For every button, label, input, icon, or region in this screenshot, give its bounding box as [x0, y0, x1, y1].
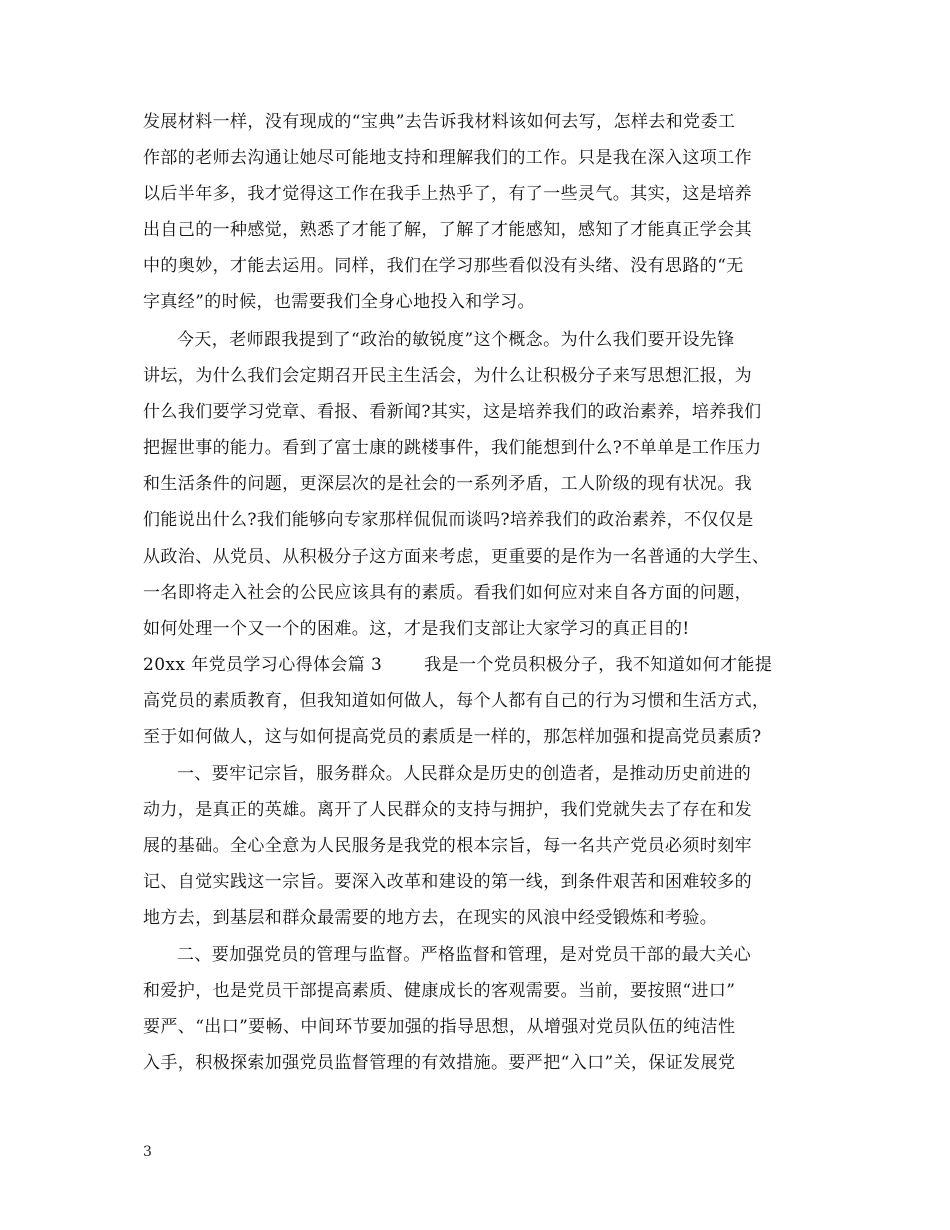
body-text-line: 如何处理一个又一个的困难。这，才是我们支部让大家学习的真正目的!: [143, 619, 690, 639]
body-text-line: 出自己的一种感觉，熟悉了才能了解，了解了才能感知，感知了才能真正学会其: [143, 220, 752, 240]
body-text-line: 和爱护，也是党员干部提高素质、健康成长的客观需要。当前，要按照“进口”: [143, 981, 736, 1001]
body-text-line: 要严、“出口”要畅、中间环节要加强的指导思想，从增强对党员队伍的纯洁性: [143, 1017, 736, 1037]
page-number: 3: [143, 1144, 152, 1160]
body-text-line: 中的奥妙，才能去运用。同样，我们在学习那些看似没有头绪、没有思路的“无: [143, 256, 744, 276]
paragraph-first-line: 今天，老师跟我提到了“政治的敏锐度”这个概念。为什么我们要开设先锋: [177, 330, 735, 350]
body-text-line: 讲坛，为什么我们会定期召开民主生活会，为什么让积极分子来写思想汇报，为: [143, 366, 752, 386]
body-text-line: 地方去，到基层和群众最需要的地方去，在现实的风浪中经受锻炼和考验。: [143, 908, 718, 928]
paragraph-first-line: 二、要加强党员的管理与监督。严格监督和管理，是对党员干部的最大关心: [177, 945, 752, 965]
body-text-inline: 我是一个党员积极分子，我不知道如何才能提: [424, 655, 773, 675]
body-text-line: 什么我们要学习党章、看报、看新闻?其实，这是培养我们的政治素养，培养我们: [143, 402, 762, 422]
body-text-line: 发展材料一样，没有现成的“宝典”去告诉我材料该如何去写，怎样去和党委工: [143, 112, 736, 132]
body-text-line: 们能说出什么?我们能够向专家那样侃侃而谈吗?培养我们的政治素养，不仅仅是: [143, 510, 754, 530]
body-text-line: 记、自觉实践这一宗旨。要深入改革和建设的第一线，到条件艰苦和困难较多的: [143, 872, 752, 892]
body-text-line: 展的基础。全心全意为人民服务是我党的根本宗旨，每一名共产党员必须时刻牢: [143, 836, 752, 856]
body-text-line: 高党员的素质教育，但我知道如何做人，每个人都有自己的行为习惯和生活方式，: [143, 691, 770, 711]
body-text-line: 和生活条件的问题，更深层次的是社会的一系列矛盾，工人阶级的现有状况。我: [143, 474, 752, 494]
section-heading-line: [143, 653, 772, 677]
paragraph-first-line: 一、要牢记宗旨，服务群众。人民群众是历史的创造者，是推动历史前进的: [177, 764, 752, 784]
body-text-line: 从政治、从党员、从积极分子这方面来考虑，更重要的是作为一名普通的大学生、: [143, 547, 770, 567]
body-text-line: 一名即将走入社会的公民应该具有的素质。看我们如何应对来自各方面的问题，: [143, 583, 752, 603]
body-text-line: 以后半年多，我才觉得这工作在我手上热乎了，有了一些灵气。其实，这是培养: [143, 184, 752, 204]
section-heading: 20xx 年党员学习心得体会篇 3: [143, 655, 383, 675]
body-text-line: 把握世事的能力。看到了富士康的跳楼事件，我们能想到什么?不单单是工作压力: [143, 438, 762, 458]
body-text-line: 动力，是真正的英雄。离开了人民群众的支持与拥护，我们党就失去了存在和发: [143, 800, 752, 820]
body-text-line: 字真经”的时候，也需要我们全身心地投入和学习。: [143, 292, 535, 312]
body-text-line: 至于如何做人，这与如何提高党员的素质是一样的，那怎样加强和提高党员素质?: [143, 727, 762, 747]
body-text-line: 作部的老师去沟通让她尽可能地支持和理解我们的工作。只是我在深入这项工作: [143, 148, 752, 168]
body-text-line: 入手，积极探索加强党员监督管理的有效措施。要严把“入口”关，保证发展党: [143, 1053, 736, 1073]
